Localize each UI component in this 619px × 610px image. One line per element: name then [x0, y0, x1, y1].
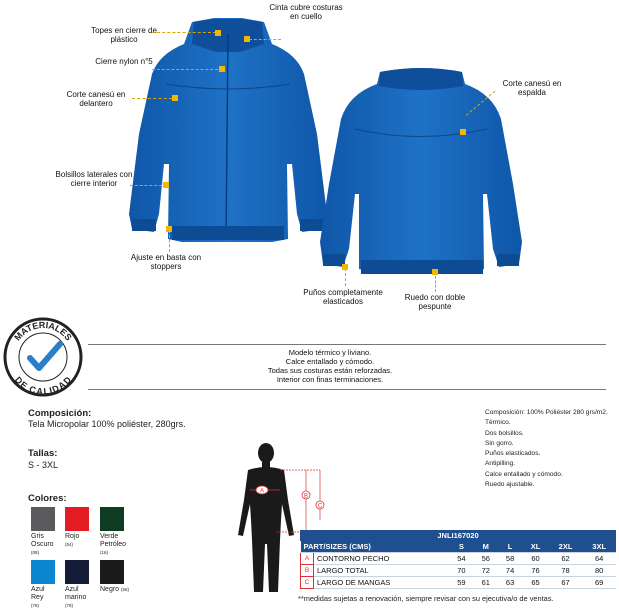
- size-table-header: 2XL: [549, 541, 583, 553]
- row-letter: C: [301, 577, 314, 589]
- row-letter: B: [301, 565, 314, 577]
- table-cell: 54: [449, 553, 473, 565]
- feature-item: Composición: 100% Poliéster 280 grs/m2.: [485, 409, 608, 416]
- color-label-rojo: [65, 533, 79, 549]
- size-table-header: M: [474, 541, 498, 553]
- color-code: (79): [65, 603, 74, 608]
- description-line: Modelo térmico y liviano.: [288, 348, 372, 357]
- size-table-header-row: [301, 541, 617, 553]
- marker-cierre: [219, 66, 225, 72]
- table-cell: 69: [582, 577, 616, 589]
- feature-item: Sin gorro.: [485, 439, 514, 447]
- color-code: (78): [31, 603, 40, 608]
- color-name: Negro: [100, 586, 120, 593]
- table-cell: 61: [474, 577, 498, 589]
- color-swatch-verde-petroleo[interactable]: [100, 507, 124, 531]
- feature-item: Ruedo ajustable.: [485, 481, 535, 489]
- marker-punos: [342, 264, 348, 270]
- table-cell: 65: [522, 577, 548, 589]
- feature-item: Dos bolsillos.: [485, 429, 524, 437]
- row-part: LARGO TOTAL: [314, 565, 450, 577]
- color-swatch-gris-oscuro[interactable]: [31, 507, 55, 531]
- mark-c: C: [317, 503, 323, 510]
- feature-item: Calce entallado y cómodo.: [485, 470, 563, 478]
- table-cell: 56: [474, 553, 498, 565]
- marker-topes: [215, 30, 221, 36]
- color-swatch-negro[interactable]: [100, 560, 124, 584]
- callout-canesu-front: Corte canesú en delantero: [66, 90, 126, 108]
- table-cell: 74: [498, 565, 522, 577]
- leader-ruedo: [435, 276, 436, 292]
- size-table-header: 3XL: [582, 541, 616, 553]
- size-table-header: S: [449, 541, 473, 553]
- table-cell: 62: [549, 553, 583, 565]
- features-list: [485, 408, 608, 490]
- footnote: **medidas sujetas a renovación, siempre revisar con su ejecutiva/o de ventas.: [298, 594, 554, 603]
- mark-a: A: [259, 488, 265, 495]
- leader-topes: [152, 32, 216, 33]
- color-swatch-azul-marino[interactable]: [65, 560, 89, 584]
- description-line: Calce entallado y cómodo.: [285, 357, 375, 366]
- table-cell: 60: [522, 553, 548, 565]
- color-code: (08): [31, 550, 40, 555]
- description-text: [200, 348, 460, 384]
- color-label-gris-oscuro: [31, 533, 57, 557]
- feature-item: Térmico.: [485, 419, 511, 427]
- color-code: (16): [100, 550, 109, 555]
- table-cell: 72: [474, 565, 498, 577]
- description-line: Todas sus costuras están reforzadas.: [267, 366, 393, 375]
- svg-text:DE CALIDAD: [13, 374, 74, 396]
- marker-cinta: [244, 36, 250, 42]
- feature-item: Puños elasticados.: [485, 450, 541, 458]
- callout-cierre: Cierre nylon n°5: [95, 57, 153, 66]
- leader-ajuste: [169, 230, 170, 252]
- table-row: [301, 565, 617, 577]
- marker-ajuste: [166, 226, 172, 232]
- size-table-header: XL: [522, 541, 548, 553]
- composition-value: Tela Micropolar 100% poliéster, 280grs.: [28, 419, 186, 429]
- leader-canesu-front: [132, 98, 172, 99]
- sizes-label: Tallas:: [28, 448, 58, 459]
- color-swatch-rojo[interactable]: [65, 507, 89, 531]
- composition-label: Composición:: [28, 408, 92, 419]
- marker-canesu-front: [172, 95, 178, 101]
- colors-label: Colores:: [28, 493, 67, 504]
- row-part: CONTORNO PECHO: [314, 553, 450, 565]
- color-name: Azul marino: [65, 586, 87, 601]
- size-table-header: PART/SIZES (CMS): [301, 541, 450, 553]
- row-part: LARGO DE MANGAS: [314, 577, 450, 589]
- table-cell: 67: [549, 577, 583, 589]
- mark-b: B: [303, 493, 309, 500]
- svg-text:MATERIALES: [12, 320, 73, 343]
- quality-seal-logo: [2, 316, 84, 398]
- front-jacket-image: [122, 14, 334, 250]
- sizes-value: S - 3XL: [28, 460, 59, 470]
- table-cell: 64: [582, 553, 616, 565]
- callout-canesu-back: Corte canesú en espalda: [502, 79, 562, 97]
- color-name: Verde Petróleo: [100, 533, 127, 548]
- marker-bolsillos: [163, 182, 169, 188]
- color-label-verde-petroleo: [100, 533, 130, 557]
- size-table: [300, 541, 616, 589]
- marker-canesu-back: [460, 129, 466, 135]
- description-line: Interior con finas terminaciones.: [276, 375, 384, 384]
- color-code: (56): [121, 587, 130, 592]
- leader-punos: [345, 268, 346, 286]
- table-cell: 76: [522, 565, 548, 577]
- table-row: [301, 577, 617, 589]
- table-cell: 80: [582, 565, 616, 577]
- color-swatch-azul-rey[interactable]: [31, 560, 55, 584]
- table-cell: 58: [498, 553, 522, 565]
- table-row: [301, 553, 617, 565]
- table-cell: 63: [498, 577, 522, 589]
- callout-topes: Topes en cierre de plástico: [91, 26, 157, 44]
- color-label-azul-marino: [65, 586, 93, 610]
- color-name: Rojo: [65, 533, 80, 540]
- leader-cierre: [152, 69, 218, 70]
- color-label-negro: [100, 586, 129, 594]
- size-table-code: JNLI167020: [300, 530, 616, 541]
- callout-punos: Puños completamente elasticados: [303, 288, 383, 306]
- table-cell: 70: [449, 565, 473, 577]
- color-name: Gris Oscuro: [31, 533, 54, 548]
- marker-ruedo: [432, 269, 438, 275]
- callout-cinta: Cinta cubre costuras en cuello: [269, 3, 343, 21]
- row-letter: A: [301, 553, 314, 565]
- callout-ajuste: Ajuste en basta con stoppers: [130, 253, 202, 271]
- color-name: Azul Rey: [31, 586, 45, 601]
- table-cell: 78: [549, 565, 583, 577]
- leader-bolsillos: [130, 185, 162, 186]
- color-code: (54): [65, 542, 74, 547]
- color-label-azul-rey: [31, 586, 53, 610]
- table-cell: 59: [449, 577, 473, 589]
- leader-cinta: [249, 39, 281, 40]
- callout-bolsillos: Bolsillos laterales con cierre interior: [55, 170, 133, 188]
- feature-item: Antipilling.: [485, 460, 516, 468]
- size-table-header: L: [498, 541, 522, 553]
- callout-ruedo: Ruedo con doble pespunte: [404, 293, 466, 311]
- seal-top-text: MATERIALES: [12, 319, 74, 343]
- seal-bottom-text: DE CALIDAD: [12, 374, 74, 397]
